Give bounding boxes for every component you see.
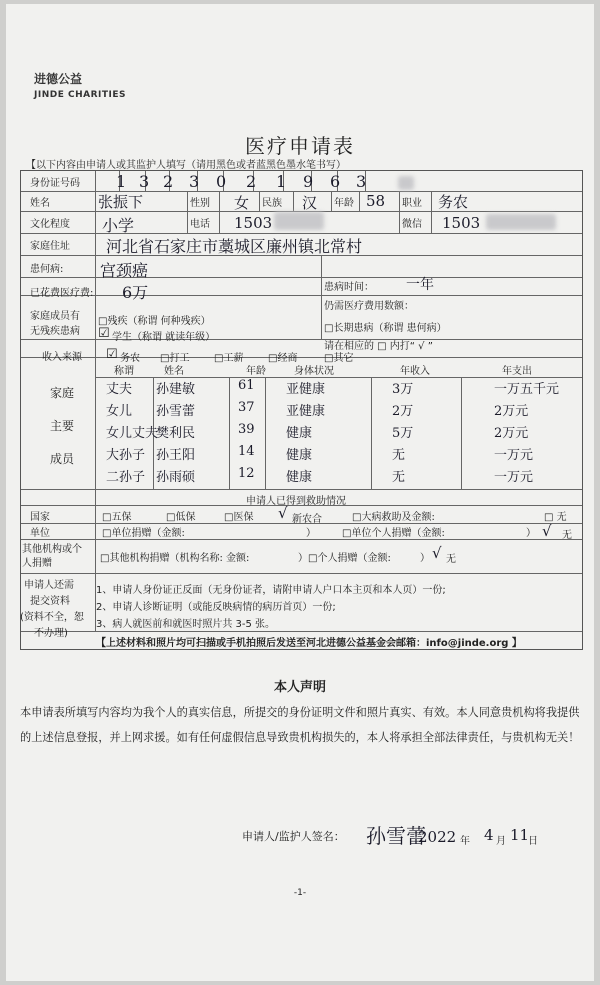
family-cell: 14 [238, 444, 255, 459]
submit-item: 【上述材料和照片均可扫描或手机拍照后发送至河北进德公益基金会邮箱：info@jinde.org 】 [96, 638, 522, 649]
sign-label: 申请人/监护人签名： [242, 830, 345, 843]
family-cell: 亚健康 [286, 404, 326, 419]
family-cell: 樊利民 [156, 426, 196, 441]
label-gender: 性别 [190, 198, 210, 209]
dis-opt3[interactable]: □长期患病（称谓 患何病） [324, 323, 447, 334]
year-label: 年 [460, 836, 470, 847]
family-cell: 一万元 [494, 470, 534, 485]
sign-year: 2022 [418, 828, 457, 846]
other-opt[interactable]: ）□个人捐赠（金额: [298, 553, 391, 564]
id-digit: 1 [116, 172, 127, 191]
logo [34, 70, 126, 100]
applicant-address: 河北省石家庄市藁城区廉州镇北常村 [106, 237, 363, 256]
label-age: 年龄 [334, 198, 354, 209]
logo-en: JINDE CHARITIES [34, 90, 126, 100]
family-cell: 3万 [392, 382, 414, 397]
family-cell: 亚健康 [286, 382, 326, 397]
label-other-1: 其他机构或个 [22, 544, 82, 555]
family-cell: 2万元 [494, 426, 529, 441]
label-family-1: 家庭 [50, 386, 75, 400]
submit-item: 1、申请人身份证正反面（无身份证者，请附申请人户口本主页和本人页）一份; [96, 585, 446, 596]
family-cell: 年支出 [502, 366, 532, 377]
label-address: 家庭住址 [30, 241, 70, 252]
label-unit: 单位 [30, 528, 50, 539]
id-digit: 0 [216, 172, 227, 191]
family-cell: 大孙子 [106, 448, 146, 463]
family-cell: 身体状况 [294, 366, 334, 377]
family-cell: 二孙子 [106, 470, 146, 485]
rescue-head: 申请人已得到救助情况 [246, 496, 346, 507]
family-cell: 2万元 [494, 404, 529, 419]
family-cell: 丈夫 [106, 382, 133, 397]
family-cell: 姓名 [164, 366, 184, 377]
unit-opt[interactable]: □单位个人捐赠（金额: [342, 528, 445, 539]
label-spent: 已花费医疗费: [30, 288, 94, 299]
dis-opt2[interactable]: 学生（称谓 就读年级） [112, 332, 216, 343]
income-opt[interactable]: □工薪 [214, 353, 244, 364]
label-submit-4: 不办理) [34, 628, 68, 639]
id-digit: 3 [139, 172, 150, 191]
country-opt[interactable]: □ 无 [544, 512, 567, 523]
family-cell: 孙王阳 [156, 448, 196, 463]
check-mark-icon: ☑ [98, 326, 110, 341]
family-cell: 健康 [286, 448, 313, 463]
sign-day: 11 [510, 826, 530, 844]
applicant-wechat: 1503 [442, 214, 481, 232]
income-opt[interactable]: □其它 [324, 353, 354, 364]
submit-item: 2、申请人诊断证明（或能反映病情的病历首页）一份; [96, 602, 336, 613]
family-cell: 一万元 [494, 448, 534, 463]
id-digit: 2 [246, 172, 257, 191]
submit-item: 3、病人就医前和就医时照片共 3-5 张。 [96, 619, 276, 630]
label-family-3: 成员 [50, 452, 75, 466]
fill-note: 【以下内容由申请人或其监护人填写（请用黑色或者蓝黑色墨水笔书写） [26, 160, 346, 171]
family-cell: 健康 [286, 470, 313, 485]
applicant-ethnic: 汉 [302, 194, 318, 212]
family-cell: 女儿丈夫 [106, 426, 159, 441]
applicant-gender: 女 [234, 194, 250, 212]
family-cell: 健康 [286, 426, 313, 441]
label-name: 姓名 [30, 198, 50, 209]
label-submit-2: 提交资料 [30, 596, 70, 607]
label-family-dis-2: 无残疾患病 [30, 326, 80, 337]
label-income: 收入来源 [42, 352, 82, 363]
applicant-disease: 宫颈癌 [100, 261, 149, 280]
page-number: -1- [293, 888, 307, 898]
family-cell: 39 [238, 422, 255, 437]
redaction [398, 176, 414, 190]
income-opt[interactable]: □打工 [160, 353, 190, 364]
family-cell: 无 [392, 448, 406, 463]
redaction [274, 212, 324, 230]
family-cell: 2万 [392, 404, 414, 419]
income-opt[interactable]: □经商 [268, 353, 298, 364]
id-digit: 3 [356, 172, 367, 191]
family-cell: 5万 [392, 426, 414, 441]
family-cell: 一万五千元 [494, 382, 560, 397]
label-ethnic: 民族 [262, 198, 282, 209]
signature: 孙雪蕾 [366, 824, 426, 848]
check-mark-icon: ☑ [106, 347, 118, 362]
label-submit-1: 申请人还需 [24, 580, 74, 591]
label-need: 仍需医疗费用数额： [324, 301, 414, 312]
declaration-text: 本申请表所填写内容均为我个人的真实信息，所提交的身份证明文件和照片真实、有效。本人同意贵机构将我提供的上述信息登报，并上网求援。如有任何虚假信息导致贵机构损失的，本人将承担全部法律责任，与贵机构无关！ [20, 706, 580, 744]
applicant-age: 58 [366, 192, 386, 210]
country-opt[interactable]: 新农合 [292, 514, 322, 525]
logo-cn: 进德公益 [34, 72, 83, 86]
redaction [486, 214, 556, 230]
label-disease: 患何病: [30, 264, 64, 275]
dis-opt4: 请在相应的 □ 内打“ √ ” [324, 341, 433, 352]
applicant-name: 张振下 [98, 193, 144, 211]
label-id: 身份证号码 [30, 178, 80, 189]
family-cell: 37 [238, 400, 255, 415]
id-digit: 2 [163, 172, 174, 191]
dis-opt1[interactable]: □残疾（称谓 何种残疾） [98, 316, 211, 327]
label-country: 国家 [30, 512, 50, 523]
label-job: 职业 [402, 198, 422, 209]
family-cell: 女儿 [106, 404, 133, 419]
label-edu: 文化程度 [30, 219, 70, 230]
applicant-edu: 小学 [102, 216, 135, 235]
id-digit: 9 [303, 172, 314, 191]
family-cell: 称谓 [114, 366, 134, 377]
form-page [6, 4, 594, 981]
unit-opt[interactable]: 无 [562, 530, 572, 541]
other-opt[interactable]: 无 [446, 554, 456, 565]
family-cell: 孙雪蕾 [156, 404, 196, 419]
family-cell: 61 [238, 378, 255, 393]
unit-opt: ） [526, 528, 536, 539]
applicant-spent: 6万 [122, 283, 149, 302]
sign-month: 4 [484, 826, 494, 844]
declaration-title: 本人声明 [273, 680, 326, 695]
income-opt[interactable]: 务农 [120, 353, 140, 364]
label-family-dis-1: 家庭成员有 [30, 311, 80, 322]
applicant-illtime: 一年 [406, 277, 434, 293]
family-cell: 孙建敏 [156, 382, 196, 397]
country-opt[interactable]: □大病救助及金额: [352, 512, 435, 523]
family-cell: 年收入 [400, 366, 430, 377]
label-illtime: 患病时间： [324, 282, 374, 293]
other-opt[interactable]: □其他机构捐赠（机构名称: 金额: [100, 553, 250, 564]
check-mark-icon: √ [432, 544, 442, 562]
day-label: 日 [528, 836, 538, 847]
check-mark-icon: √ [542, 522, 552, 540]
applicant-job: 务农 [438, 193, 469, 211]
family-cell: 孙雨硕 [156, 470, 196, 485]
id-digit: 1 [276, 172, 287, 191]
label-wechat: 微信 [402, 219, 422, 230]
id-digit: 6 [330, 172, 341, 191]
label-family-2: 主要 [50, 419, 75, 433]
country-opt[interactable]: □医保 [224, 512, 254, 523]
id-digit: 3 [189, 172, 200, 191]
label-other-2: 人捐赠 [22, 558, 52, 569]
family-cell: 年龄 [246, 366, 266, 377]
other-opt: ） [420, 553, 430, 564]
month-label: 月 [496, 836, 506, 847]
unit-opt[interactable]: □单位捐赠（金额: [102, 528, 185, 539]
country-opt[interactable]: □五保 [102, 512, 132, 523]
check-mark-icon: √ [278, 504, 288, 522]
label-phone: 电话 [190, 219, 210, 230]
page-title: 医疗申请表 [245, 134, 355, 158]
unit-opt: ） [306, 528, 316, 539]
country-opt[interactable]: □低保 [166, 512, 196, 523]
family-cell: 无 [392, 470, 406, 485]
family-cell: 12 [238, 466, 255, 481]
applicant-phone: 1503 [234, 214, 273, 232]
label-submit-3: (资料不全，恕 [20, 612, 84, 623]
